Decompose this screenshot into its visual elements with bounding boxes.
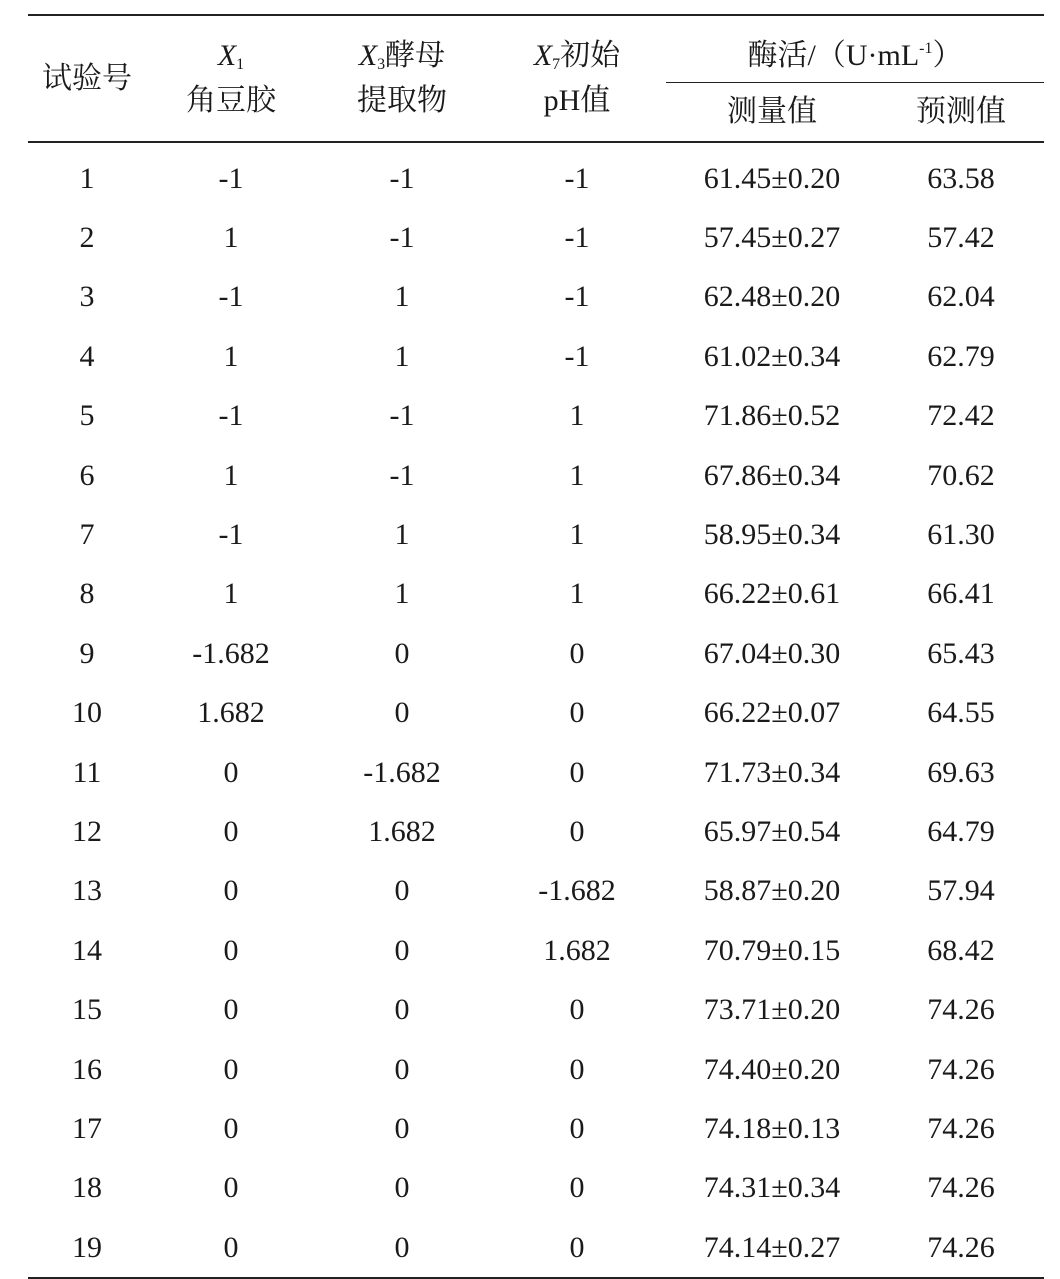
cell-measured: 70.79±0.15	[703, 933, 841, 967]
cell-x7: 1	[569, 518, 585, 552]
cell-x1: -1	[218, 161, 244, 195]
cell-measured: 62.48±0.20	[703, 280, 841, 314]
cell-measured: 61.45±0.20	[703, 161, 841, 195]
table-row	[28, 268, 1044, 327]
table-row	[28, 1099, 1044, 1158]
header-x3-label: 提取物	[357, 84, 447, 117]
cell-trial-no: 1	[79, 161, 95, 195]
cell-x7: 0	[569, 755, 585, 789]
cell-x1: 0	[223, 1052, 239, 1086]
cell-x3: -1	[389, 399, 415, 433]
cell-trial-no: 12	[72, 814, 102, 848]
table-row	[28, 446, 1044, 505]
cell-x3: 1	[394, 280, 410, 314]
table-row	[28, 565, 1044, 624]
cell-x1: 0	[223, 1171, 239, 1205]
cell-measured: 66.22±0.07	[703, 696, 841, 730]
cell-trial-no: 6	[79, 458, 95, 492]
cell-measured: 61.02±0.34	[703, 339, 841, 373]
cell-trial-no: 16	[72, 1052, 102, 1086]
header-predicted: 预测值	[878, 83, 1044, 143]
cell-measured: 74.31±0.34	[703, 1171, 841, 1205]
cell-x1: -1	[218, 280, 244, 314]
cell-trial-no: 15	[72, 993, 102, 1027]
cell-trial-no: 4	[79, 339, 95, 373]
cell-trial-no: 8	[79, 577, 95, 611]
cell-measured: 57.45±0.27	[703, 221, 841, 255]
cell-x7: 0	[569, 696, 585, 730]
cell-x7: 1.682	[543, 933, 611, 967]
table-row	[28, 624, 1044, 683]
cell-predicted: 74.26	[927, 993, 995, 1027]
cell-trial-no: 5	[79, 399, 95, 433]
cell-measured: 65.97±0.54	[703, 814, 841, 848]
cell-predicted: 74.26	[878, 1218, 1044, 1278]
cell-predicted: 64.55	[927, 696, 995, 730]
cell-predicted: 65.43	[927, 636, 995, 670]
table-row	[28, 327, 1044, 386]
cell-x3: 0	[394, 1052, 410, 1086]
header-enzyme-activity-sup: -1	[919, 40, 933, 57]
table-row	[28, 1159, 1044, 1218]
cell-x7: -1.682	[538, 874, 616, 908]
cell-predicted: 63.58	[927, 161, 995, 195]
table-row	[28, 862, 1044, 921]
cell-x3: 0	[394, 636, 410, 670]
cell-x7: 0	[569, 1052, 585, 1086]
cell-x7: 0	[569, 993, 585, 1027]
cell-measured: 74.14±0.27	[666, 1218, 878, 1278]
header-x1-label: 角豆胶	[186, 84, 276, 117]
cell-measured: 67.04±0.30	[703, 636, 841, 670]
cell-x7: 0	[569, 1171, 585, 1205]
cell-predicted: 72.42	[927, 399, 995, 433]
table-row	[28, 142, 1044, 208]
cell-predicted: 57.42	[927, 221, 995, 255]
header-x1	[146, 15, 316, 142]
cell-measured: 71.73±0.34	[703, 755, 841, 789]
cell-trial-no: 14	[72, 933, 102, 967]
cell-trial-no: 19	[28, 1218, 146, 1278]
experiment-table-container	[28, 14, 1044, 1279]
cell-measured: 73.71±0.20	[703, 993, 841, 1027]
cell-trial-no: 11	[72, 755, 102, 789]
cell-x3: 0	[394, 933, 410, 967]
cell-x7: -1	[564, 280, 590, 314]
cell-x1: 0	[223, 755, 239, 789]
cell-x3: -1	[389, 458, 415, 492]
cell-x1: 1	[223, 577, 239, 611]
cell-predicted: 69.63	[927, 755, 995, 789]
table-row	[28, 387, 1044, 446]
cell-x7: 0	[569, 814, 585, 848]
cell-x1: 0	[223, 874, 239, 908]
cell-x3: 1	[394, 577, 410, 611]
cell-trial-no: 13	[72, 874, 102, 908]
cell-x1: -1.682	[192, 636, 270, 670]
cell-trial-no: 3	[79, 280, 95, 314]
header-x7-sub: 7	[552, 56, 561, 73]
cell-x3: 0	[394, 1171, 410, 1205]
cell-x3: -1.682	[363, 755, 441, 789]
cell-x1: 0	[223, 814, 239, 848]
cell-x7: -1	[564, 339, 590, 373]
cell-measured: 66.22±0.61	[703, 577, 841, 611]
header-x3-sub: 3	[377, 56, 386, 73]
cell-x7: 0	[569, 1111, 585, 1145]
cell-predicted: 70.62	[927, 458, 995, 492]
table-body	[28, 142, 1044, 1278]
header-x7	[488, 15, 666, 142]
cell-predicted: 61.30	[927, 518, 995, 552]
cell-x7: 1	[569, 577, 585, 611]
cell-x3: 0	[316, 1218, 488, 1278]
cell-x3: 0	[394, 993, 410, 1027]
cell-predicted: 74.26	[927, 1052, 995, 1086]
cell-trial-no: 9	[79, 636, 95, 670]
header-x3	[316, 15, 488, 142]
cell-x7: -1	[564, 161, 590, 195]
cell-measured: 67.86±0.34	[703, 458, 841, 492]
cell-trial-no: 2	[79, 221, 95, 255]
cell-predicted: 57.94	[927, 874, 995, 908]
cell-x3: 0	[394, 696, 410, 730]
header-trial-no: 试验号	[28, 15, 146, 142]
table-row	[28, 1040, 1044, 1099]
cell-x1: 0	[223, 993, 239, 1027]
cell-predicted: 74.26	[927, 1171, 995, 1205]
cell-x3: 0	[394, 874, 410, 908]
cell-x1: 0	[223, 1111, 239, 1145]
cell-x1: -1	[218, 399, 244, 433]
cell-x1: 0	[146, 1218, 316, 1278]
cell-x1: 1.682	[197, 696, 265, 730]
table-row	[28, 743, 1044, 802]
cell-measured: 58.95±0.34	[703, 518, 841, 552]
cell-trial-no: 10	[72, 696, 102, 730]
cell-x1: -1	[218, 518, 244, 552]
cell-x3: -1	[389, 161, 415, 195]
cell-x3: 0	[394, 1111, 410, 1145]
table-row	[28, 505, 1044, 564]
cell-x1: 0	[223, 933, 239, 967]
cell-x1: 1	[223, 339, 239, 373]
header-x7-label-inline: 初始	[560, 39, 621, 72]
header-x7-label: pH值	[543, 84, 611, 117]
cell-x3: 1	[394, 339, 410, 373]
cell-x7: 1	[569, 399, 585, 433]
table-row	[28, 802, 1044, 861]
cell-measured: 58.87±0.20	[703, 874, 841, 908]
cell-predicted: 64.79	[927, 814, 995, 848]
cell-x1: 1	[223, 458, 239, 492]
cell-x3: 1	[394, 518, 410, 552]
table-row	[28, 208, 1044, 267]
header-x7-var: X	[533, 39, 553, 72]
cell-x7: 0	[569, 636, 585, 670]
cell-predicted: 62.04	[927, 280, 995, 314]
cell-predicted: 62.79	[927, 339, 995, 373]
header-x1-sub: 1	[236, 56, 245, 73]
cell-x7: 0	[488, 1218, 666, 1278]
cell-measured: 74.40±0.20	[703, 1052, 841, 1086]
cell-x1: 1	[223, 221, 239, 255]
header-measured: 测量值	[666, 83, 878, 143]
table-row	[28, 980, 1044, 1039]
header-enzyme-activity	[666, 15, 1044, 83]
cell-measured: 74.18±0.13	[703, 1111, 841, 1145]
cell-measured: 71.86±0.52	[703, 399, 841, 433]
header-row-top	[28, 15, 1044, 83]
table-header	[28, 15, 1044, 142]
header-enzyme-activity-label: 酶活/（U·mL	[747, 39, 920, 72]
table-row	[28, 1218, 1044, 1278]
header-x3-label-inline: 酵母	[385, 39, 446, 72]
cell-trial-no: 7	[79, 518, 95, 552]
cell-x3: -1	[389, 221, 415, 255]
cell-x7: -1	[564, 221, 590, 255]
cell-predicted: 66.41	[927, 577, 995, 611]
table-row	[28, 921, 1044, 980]
table-row	[28, 684, 1044, 743]
cell-predicted: 74.26	[927, 1111, 995, 1145]
experiment-design-table	[28, 14, 1044, 1279]
header-x1-var: X	[217, 39, 237, 72]
cell-x3: 1.682	[368, 814, 436, 848]
header-enzyme-activity-close: ）	[932, 39, 963, 72]
cell-trial-no: 17	[72, 1111, 102, 1145]
cell-x7: 1	[569, 458, 585, 492]
header-x3-var: X	[358, 39, 378, 72]
cell-predicted: 68.42	[927, 933, 995, 967]
cell-trial-no: 18	[72, 1171, 102, 1205]
